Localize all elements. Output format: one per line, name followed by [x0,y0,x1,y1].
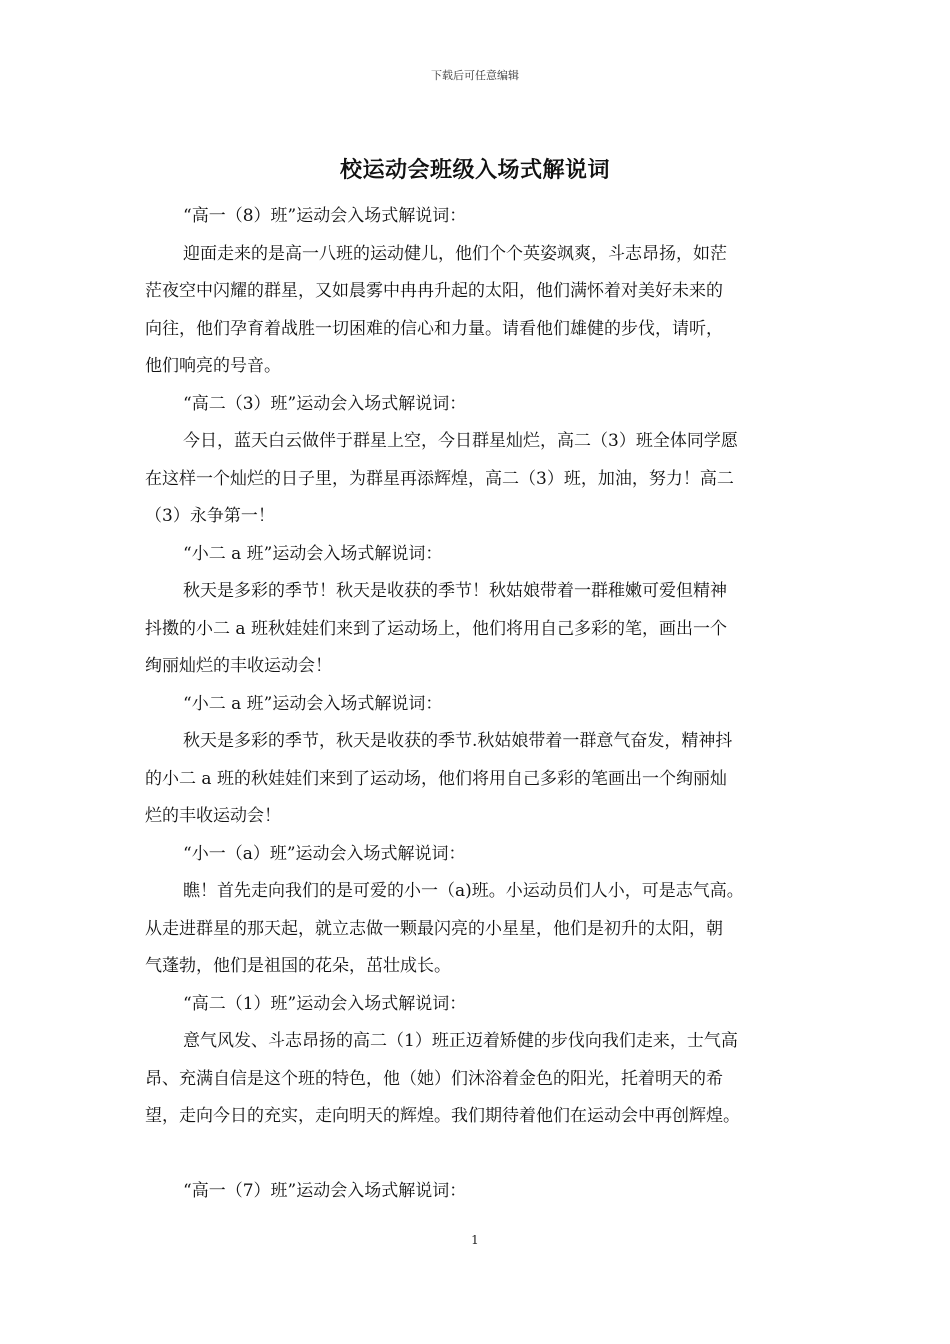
paragraph-line: 秋天是多彩的季节，秋天是收获的季节.秋姑娘带着一群意气奋发，精神抖 [183,731,733,751]
paragraph-line: 望，走向今日的充实，走向明天的辉煌。我们期待着他们在运动会中再创辉煌。 [145,1106,740,1126]
section-heading: “小一（a）班”运动会入场式解说词： [183,843,466,864]
paragraph-line: 他们响亮的号音。 [145,356,281,376]
header-note: 下载后可任意编辑 [431,69,519,82]
page-number: 1 [471,1233,479,1247]
paragraph-line: 迎面走来的是高一八班的运动健儿，他们个个英姿飒爽，斗志昂扬，如茫 [183,243,727,264]
section-heading: “高一（7）班”运动会入场式解说词： [183,1180,467,1201]
paragraph-line: （3）永争第一！ [145,506,275,526]
paragraph-line: 瞧！首先走向我们的是可爱的小一（a)班。小运动员们人小，可是志气高。 [183,881,744,901]
paragraph-line: 今日，蓝天白云做伴于群星上空，今日群星灿烂，高二（3）班全体同学愿 [183,431,738,451]
paragraph-line: 昂、充满自信是这个班的特色，他（她）们沐浴着金色的阳光，托着明天的希 [145,1068,723,1089]
document-body [145,198,810,1210]
document-title: 校运动会班级入场式解说词 [339,157,610,183]
paragraph-line: 向往，他们孕育着战胜一切困难的信心和力量。请看他们雄健的步伐，请听， [145,318,723,339]
paragraph-line: 烂的丰收运动会！ [145,806,281,826]
section-heading: “小二 a 班”运动会入场式解说词： [183,693,443,714]
paragraph-line: 意气风发、斗志昂扬的高二（1）班正迈着矫健的步伐向我们走来，士气高 [183,1031,738,1051]
paragraph-line: 秋天是多彩的季节！秋天是收获的季节！秋姑娘带着一群稚嫩可爱但精神 [183,581,727,601]
paragraph-line: 气蓬勃，他们是祖国的花朵，茁壮成长。 [145,956,451,976]
paragraph-line: 茫夜空中闪耀的群星，又如晨雾中冉冉升起的太阳，他们满怀着对美好未来的 [145,281,723,301]
paragraph-line: 在这样一个灿烂的日子里，为群星再添辉煌，高二（3）班，加油，努力！高二 [145,468,734,489]
section-heading: “小二 a 班”运动会入场式解说词： [183,543,443,564]
paragraph-line: 从走进群星的那天起，就立志做一颗最闪亮的小星星，他们是初升的太阳，朝 [145,918,723,939]
paragraph-line: 的小二 a 班的秋娃娃们来到了运动场，他们将用自己多彩的笔画出一个绚丽灿 [145,768,727,789]
paragraph-line: 绚丽灿烂的丰收运动会！ [145,656,332,676]
section-heading: “高二（1）班”运动会入场式解说词： [183,993,467,1014]
section-heading: “高一（8）班”运动会入场式解说词： [183,206,467,226]
paragraph-line: 抖擞的小二 a 班秋娃娃们来到了运动场上，他们将用自己多彩的笔，画出一个 [145,618,727,639]
paragraph-spacer [145,1136,810,1173]
section-heading: “高二（3）班”运动会入场式解说词： [183,393,467,414]
